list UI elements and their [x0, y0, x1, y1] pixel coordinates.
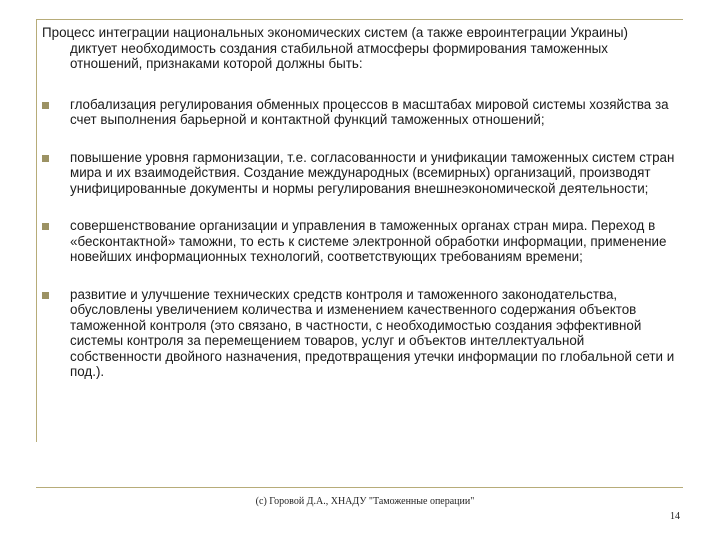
bullet-square-icon: [42, 223, 49, 230]
bullet-text: развитие и улучшение технических средств контроля и таможенного законодательства, обусловлены увеличением количества и изменением качественного содержания объектов таможенной контроля (это связано, в частности, с необходимостью создания эффективной системы контроля за перемещением товаров, услуг и объектов интеллектуальной собственности двойного назначения, предотвращения утечки информации по глобальной сети и под.).: [70, 286, 675, 379]
list-item: [42, 218, 678, 265]
list-item: [42, 97, 678, 128]
bullet-list: [42, 97, 678, 380]
bullet-text: совершенствование организации и управления в таможенных органах стран мира. Переход в «бесконтактной» таможни, то есть к системе электронной обработки информации, применение новейших информационных технологий, соответствующих требованиям времени;: [70, 218, 667, 264]
bullet-text: повышение уровня гармонизации, т.е. согласованности и унификации таможенных систем стран мира и их взаимодействия. Создание международных (всемирных) организаций, производят унифицированные документы и нормы регулирования внешнеэкономической деятельности;: [70, 149, 675, 196]
page-number: 14: [670, 511, 680, 522]
frame-left-line: [36, 19, 37, 442]
bullet-square-icon: [42, 292, 49, 299]
bullet-square-icon: [42, 155, 49, 162]
slide-content: [42, 25, 678, 380]
intro-paragraph: Процесс интеграции национальных экономических систем (а также евроинтеграции Украины) диктует необходимость создания стабильной атмосферы формирования таможенных отношений, признаками которой должны быть:: [42, 25, 628, 71]
bullet-text: глобализация регулирования обменных процессов в масштабах мировой системы хозяйства за счет выполнения барьерной и контактной функций таможенных отношений;: [70, 96, 669, 127]
frame-top-line: [36, 19, 683, 20]
footer-divider: [36, 487, 683, 488]
footer-credit: (с) Горовой Д.А., ХНАДУ "Таможенные операции": [255, 496, 475, 507]
list-item: [42, 287, 678, 380]
list-item: [42, 150, 678, 197]
bullet-square-icon: [42, 102, 49, 109]
